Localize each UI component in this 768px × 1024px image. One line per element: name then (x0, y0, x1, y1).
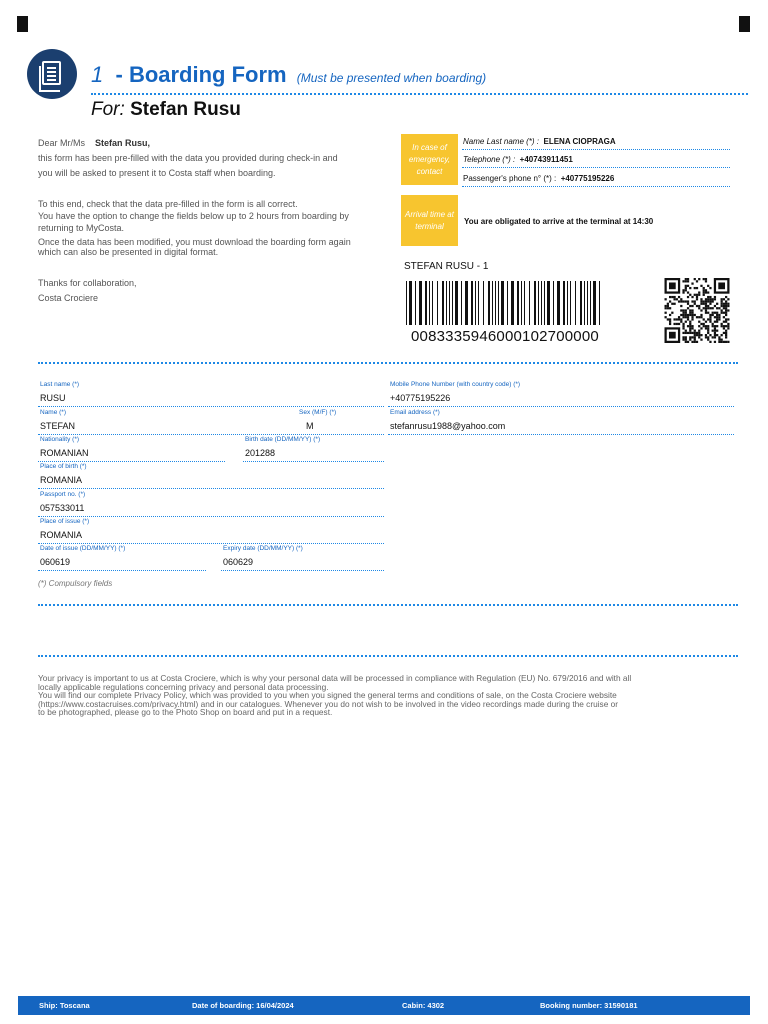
boarding-qr-code (663, 278, 731, 343)
sex-field[interactable]: M (306, 421, 314, 431)
footer-bar (18, 996, 750, 1015)
place-of-issue-label: Place of issue (*) (40, 518, 90, 525)
emergency-name-row (463, 137, 616, 146)
date-of-issue-field[interactable]: 060619 (40, 557, 71, 567)
emergency-telephone-row (463, 155, 573, 164)
letter-greeting (38, 137, 150, 149)
emergency-name-value: ELENA CIOPRAGA (543, 137, 616, 146)
passport-field[interactable]: 057533011 (40, 503, 85, 513)
name-underline (38, 434, 384, 435)
name-field[interactable]: STEFAN (40, 421, 76, 431)
place-of-birth-underline (38, 488, 384, 489)
footer-booking-number: Booking number: 31590181 (540, 1001, 638, 1010)
emergency-name-label: Name Last name (*) : (463, 137, 540, 146)
letter-p2-line4: Once the data has been modified, you must download the boarding form again (38, 237, 351, 247)
emergency-contact-box: In case of emergency, contact (401, 134, 458, 185)
place-of-birth-field[interactable]: ROMANIA (40, 475, 83, 485)
section-divider-bottom (38, 655, 738, 657)
emergency-phone-row (463, 174, 614, 183)
document-icon (27, 49, 77, 99)
emergency-telephone-label: Telephone (*) : (463, 155, 516, 164)
letter-thanks: Thanks for collaboration, (38, 278, 137, 288)
letter-p2-line3: returning to MyCosta. (38, 223, 125, 233)
nationality-underline (38, 461, 225, 462)
birth-date-label: Birth date (DD/MM/YY) (*) (245, 436, 321, 443)
corner-mark-left (17, 16, 28, 32)
letter-p1-line2: you will be asked to present it to Costa staff when boarding. (38, 168, 276, 178)
privacy-line-3: You will find our complete Privacy Policy, which was provided to you when you signed the general terms and conditions of sale, on the Costa Crociere website (38, 690, 617, 701)
mobile-field[interactable]: +40775195226 (390, 393, 451, 403)
letter-p2-line2: You have the option to change the fields below up to 2 hours from boarding by (38, 211, 349, 221)
expiry-date-field[interactable]: 060629 (223, 557, 254, 567)
place-of-issue-field[interactable]: ROMANIA (40, 530, 83, 540)
greeting-name: Stefan Rusu, (95, 138, 151, 148)
date-of-issue-label: Date of issue (DD/MM/YY) (*) (40, 545, 126, 552)
privacy-line-4: (https://www.costacruises.com/privacy.html) and in our catalogues. Whenever you do not wish to be involved in the video recordings made during the cruise or (38, 698, 618, 709)
for-label: For: (91, 99, 125, 120)
privacy-line-1: Your privacy is important to us at Costa Crociere, which is why your personal data will be processed in compliance with Regulation (EU) No. 679/2016 and with all (38, 673, 632, 683)
expiry-date-label: Expiry date (DD/MM/YY) (*) (223, 545, 303, 552)
for-line (91, 99, 241, 121)
arrival-time-text: You are obligated to arrive at the terminal at 14:30 (464, 217, 654, 226)
footer-cabin: Cabin: 4302 (402, 1001, 445, 1010)
privacy-notice (38, 674, 738, 717)
compulsory-note: (*) Compulsory fields (38, 579, 113, 588)
passport-label: Passport no. (*) (40, 491, 86, 498)
mobile-label: Mobile Phone Number (with country code) (*) (390, 381, 521, 388)
privacy-line-2: locally applicable regulations concerning privacy and personal data processing. (38, 681, 329, 692)
boarding-barcode (406, 281, 604, 325)
date-of-issue-underline (38, 570, 206, 571)
letter-p2-line5: which can also be presented in digital format. (38, 247, 219, 257)
barcode-number: 0083335946000102700000 (411, 328, 599, 345)
title-divider (91, 93, 748, 95)
form-number: 1 (91, 62, 104, 87)
section-divider-middle (38, 604, 738, 606)
passenger-phone-label: Passenger's phone n° (*) : (463, 174, 557, 183)
privacy-line-5: to be photographed, please go to the Photo Shop on board and put in a request. (38, 707, 333, 718)
ticket-passenger-label: STEFAN RUSU - 1 (404, 261, 489, 272)
passport-underline (38, 516, 384, 517)
nationality-label: Nationality (*) (40, 436, 80, 443)
email-underline (388, 434, 734, 435)
passenger-phone-value: +40775195226 (560, 174, 615, 183)
email-field[interactable]: stefanrusu1988@yahoo.com (390, 421, 506, 431)
expiry-date-underline (221, 570, 384, 571)
emergency-name-divider (462, 149, 730, 150)
letter-p2-line1: To this end, check that the data pre-filled in the form is all correct. (38, 199, 298, 209)
letter-signature: Costa Crociere (38, 293, 99, 303)
page-title (91, 62, 486, 88)
name-label: Name (*) (40, 409, 67, 416)
emergency-phone-divider (462, 186, 730, 187)
footer-boarding-date: Date of boarding: 16/04/2024 (192, 1001, 294, 1010)
last-name-underline (38, 406, 384, 407)
place-of-birth-label: Place of birth (*) (40, 463, 87, 470)
last-name-label: Last name (*) (40, 381, 80, 388)
place-of-issue-underline (38, 543, 384, 544)
greeting-text: Dear Mr/Ms (38, 138, 85, 148)
nationality-field[interactable]: ROMANIAN (40, 448, 89, 458)
footer-ship: Ship: Toscana (39, 1001, 90, 1010)
title-dash: - (109, 62, 129, 87)
corner-mark-right (739, 16, 750, 32)
birth-date-field[interactable]: 201288 (245, 448, 276, 458)
title-subtitle: (Must be presented when boarding) (296, 71, 487, 85)
letter-p1-line1: this form has been pre-filled with the data you provided during check-in and (38, 153, 338, 163)
emergency-telephone-value: +40743911451 (519, 155, 573, 164)
section-divider-top (38, 362, 738, 364)
passenger-name-heading: Stefan Rusu (130, 99, 241, 120)
sex-label: Sex (M/F) (*) (299, 409, 337, 416)
mobile-underline (388, 406, 734, 407)
birth-date-underline (243, 461, 384, 462)
emergency-telephone-divider (462, 167, 730, 168)
arrival-time-box: Arrival time at terminal (401, 195, 458, 246)
email-label: Email address (*) (390, 409, 440, 416)
title-text: Boarding Form (128, 62, 287, 87)
last-name-field[interactable]: RUSU (40, 393, 66, 403)
